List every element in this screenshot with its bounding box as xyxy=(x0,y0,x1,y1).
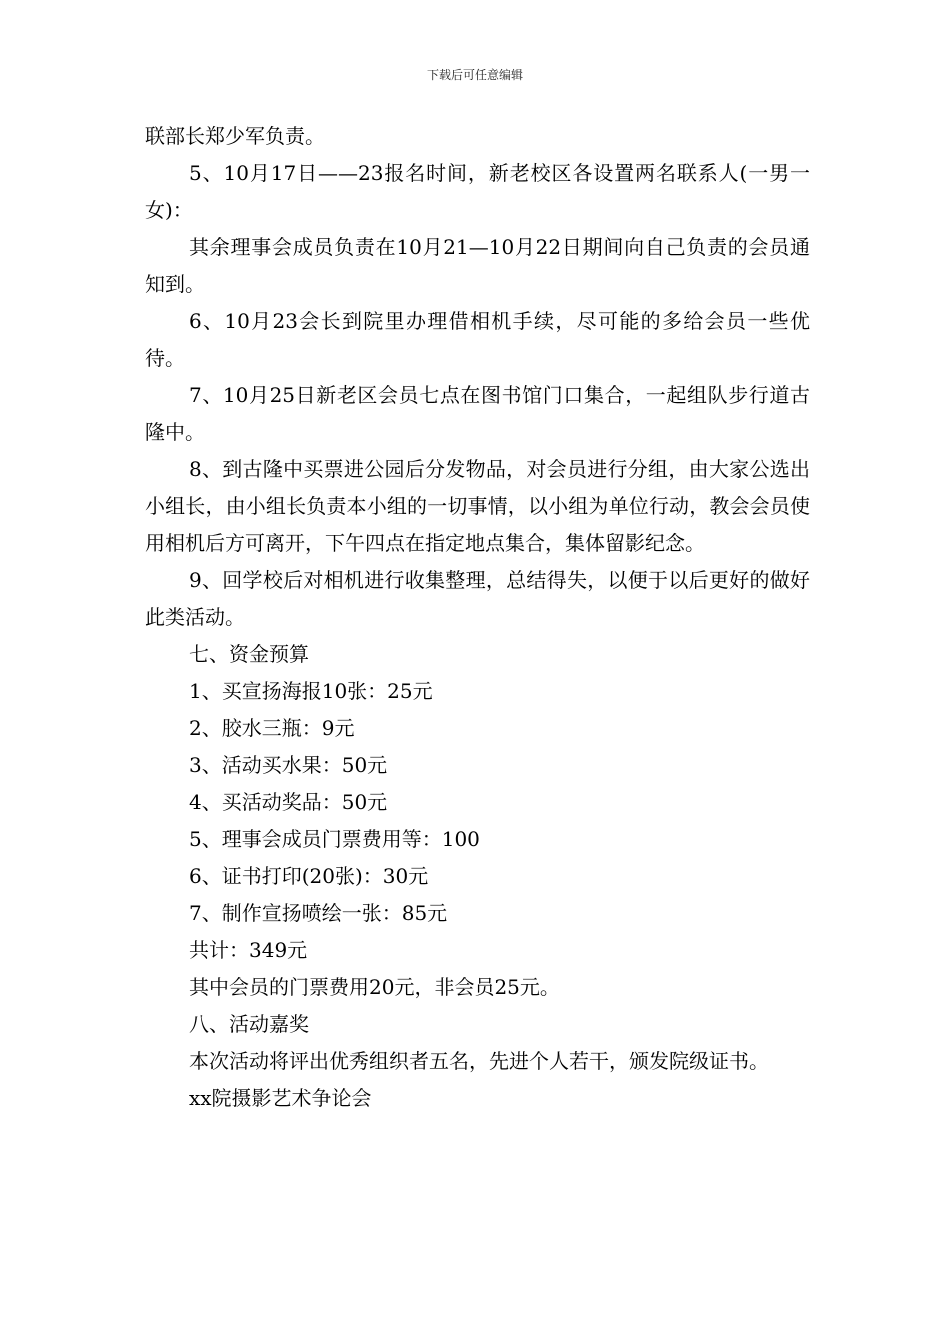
section-heading: 七、资金预算 xyxy=(189,642,309,666)
budget-item: 6、证书打印(20张)：30元 xyxy=(189,864,429,888)
paragraph: 7、10月25日新老区会员七点在图书馆门口集合，一起组队步行道古隆中。 xyxy=(145,383,810,444)
paragraph: 8、到古隆中买票进公园后分发物品，对会员进行分组，由大家公选出小组长，由小组长负责本小组的一切事情，以小组为单位行动，教会会员使用相机后方可离开，下午四点在指定地点集合，集体留影纪念。 xyxy=(145,457,810,555)
budget-item: 7、制作宣扬喷绘一张：85元 xyxy=(189,901,448,925)
page-header: 下载后可任意编辑 xyxy=(426,68,523,82)
budget-item: 2、胶水三瓶：9元 xyxy=(189,716,355,740)
paragraph: 本次活动将评出优秀组织者五名，先进个人若干，颁发院级证书。 xyxy=(189,1049,769,1073)
budget-item: 5、理事会成员门票费用等：100 xyxy=(189,827,480,851)
document-body xyxy=(145,118,810,1117)
paragraph: 其余理事会成员负责在10月21—10月22日期间向自己负责的会员通知到。 xyxy=(145,235,810,296)
section-heading: 八、活动嘉奖 xyxy=(189,1012,309,1036)
budget-item: 3、活动买水果：50元 xyxy=(189,753,388,777)
paragraph: 9、回学校后对相机进行收集整理，总结得失，以便于以后更好的做好此类活动。 xyxy=(145,568,810,629)
budget-total: 共计：349元 xyxy=(189,938,308,962)
budget-item: 1、买宣扬海报10张：25元 xyxy=(189,679,433,703)
signature-line: xx院摄影艺术争论会 xyxy=(189,1086,372,1110)
paragraph: 5、10月17日——23报名时间，新老校区各设置两名联系人(一男一女)： xyxy=(145,161,810,222)
paragraph: 联部长郑少军负责。 xyxy=(145,124,325,148)
budget-item: 4、买活动奖品：50元 xyxy=(189,790,388,814)
paragraph: 其中会员的门票费用20元，非会员25元。 xyxy=(189,975,560,999)
paragraph: 6、10月23会长到院里办理借相机手续，尽可能的多给会员一些优待。 xyxy=(145,309,810,370)
